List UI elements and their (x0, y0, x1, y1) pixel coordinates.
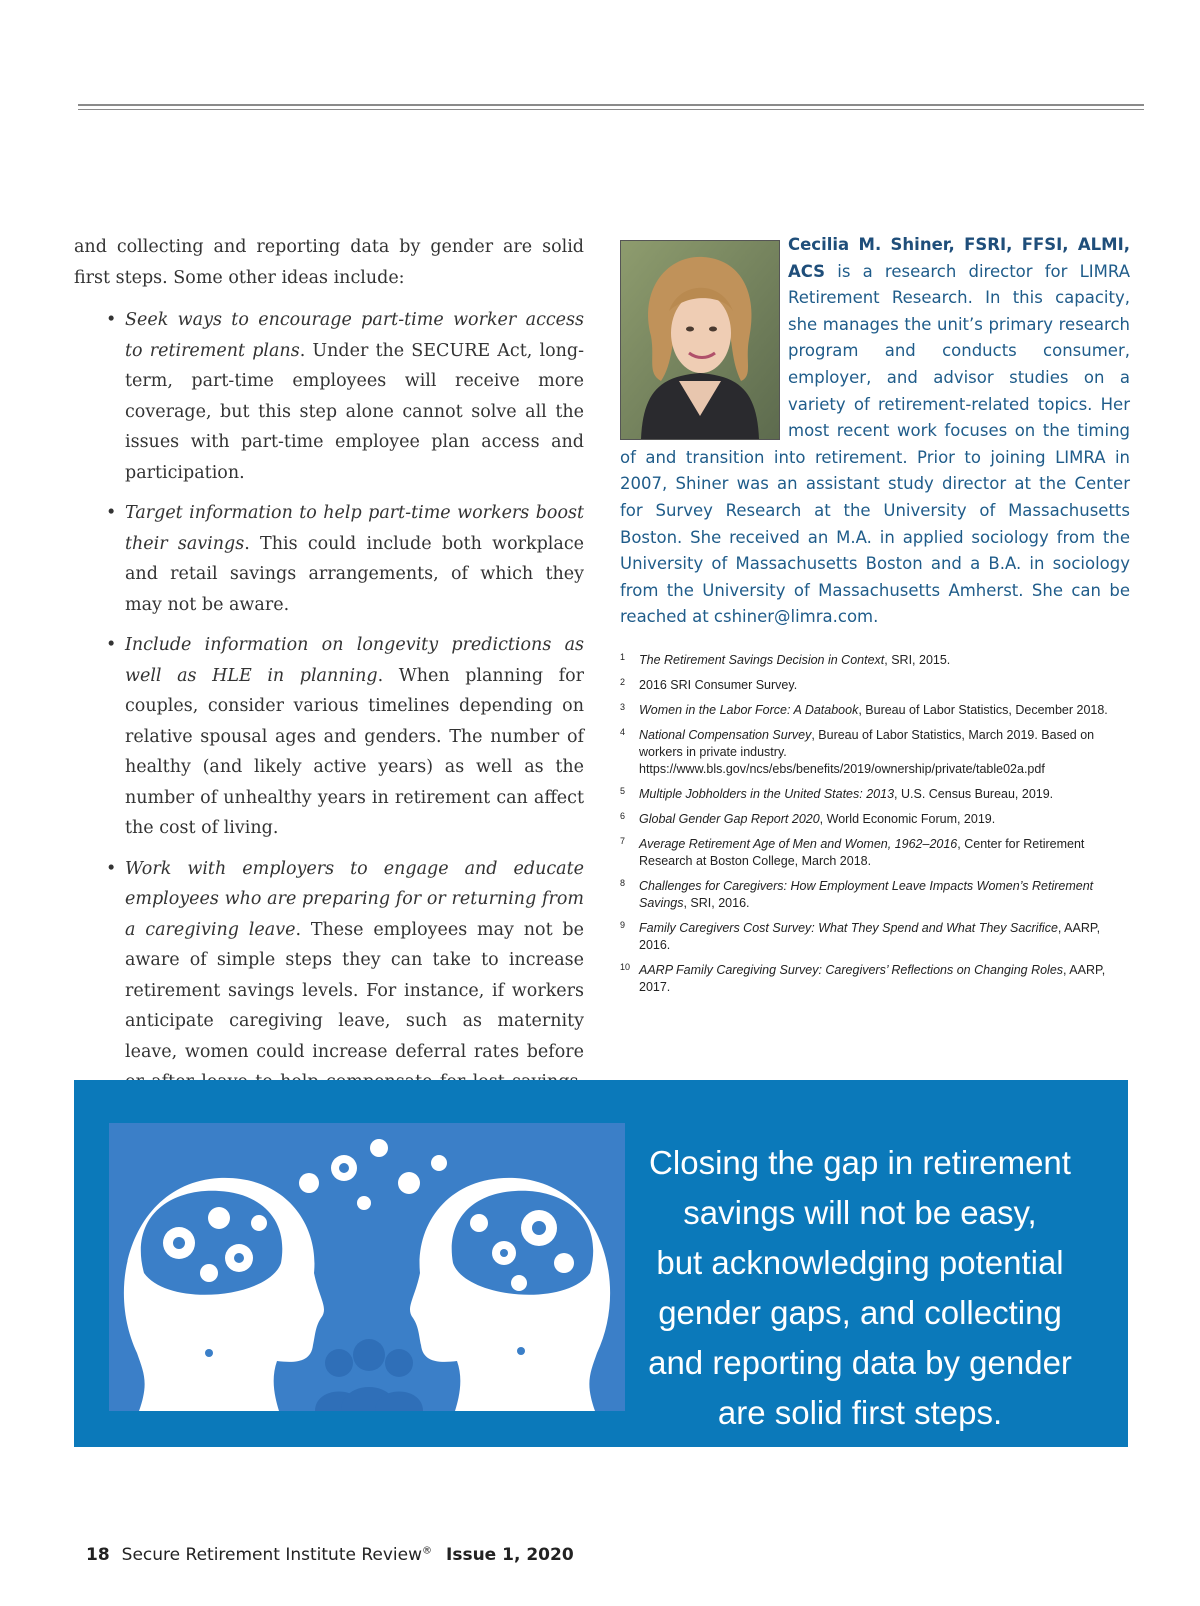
footnote (620, 836, 1130, 870)
footnote (620, 878, 1130, 912)
footnote-title: AARP Family Caregiving Survey: Caregivers’ Reflections on Changing Roles (639, 963, 1064, 977)
quote-line: gender gaps, and collecting (658, 1294, 1062, 1331)
footnote-title: The Retirement Savings Decision in Context (639, 653, 885, 667)
footnote-number: 9 (620, 920, 626, 930)
footnote (620, 811, 1130, 828)
photo-spacer (620, 232, 788, 444)
bullet-lead: Work with employers to engage and educate employees who are preparing for or returning from a caregiving leave (125, 858, 584, 940)
bullet-text: . These employees may not be aware of simple steps they can take to increase retirement savings levels. For instance, if workers anticipate caregiving leave, such as maternity leave, women could increase deferral rates before (125, 919, 584, 1062)
pull-quote-banner (74, 1080, 1128, 1447)
quote-line: and reporting data by gender (648, 1344, 1072, 1381)
footnote-number: 1 (620, 652, 626, 662)
pull-quote (620, 1138, 1100, 1438)
footnote-number: 6 (620, 811, 626, 821)
footnote-title: Multiple Jobholders in the United States: 2013 (639, 787, 895, 801)
footnote-number: 7 (620, 836, 626, 846)
publication-name: Secure Retirement Institute Review (121, 1545, 423, 1565)
footnote-text: , AARP, 2017. (639, 963, 1106, 994)
author-bio (620, 232, 1130, 631)
footnote (620, 677, 1130, 694)
header-rule-top (78, 104, 1144, 106)
footnote-title: Women in the Labor Force: A Databook (639, 703, 859, 717)
quote-line: are solid first steps. (717, 1394, 1003, 1431)
footnote (620, 962, 1130, 996)
registered-mark: ® (422, 1545, 433, 1557)
footnote (620, 702, 1130, 719)
footnote-number: 4 (620, 727, 626, 737)
footnote-number: 5 (620, 786, 626, 796)
issue-label: Issue 1, 2020 (446, 1545, 574, 1565)
author-name: Cecilia M. Shiner, FSRI, FFSI, ALMI, ACS (788, 235, 1130, 281)
footnote-text: 2016 SRI Consumer Survey. (639, 678, 798, 692)
footnote-number: 2 (620, 677, 626, 687)
footnote-text: , Bureau of Labor Statistics, March 2019. Based on workers in private industry. https://www.bls.gov/ncs/ebs/benefits/2019/ownership/private/table02a.pdf (639, 728, 1095, 776)
footnote-title: Global Gender Gap Report 2020 (639, 812, 820, 826)
footnote-text: , AARP, 2016. (639, 921, 1101, 952)
list-item (125, 630, 584, 844)
footnote (620, 727, 1130, 778)
footnote-text: , SRI, 2016. (683, 896, 750, 910)
footnote (620, 652, 1130, 669)
footnote-text: , Center for Retirement Research at Boston College, March 2018. (639, 837, 1085, 868)
bullet-lead: Seek ways to encourage part-time worker access to retirement plans (125, 310, 584, 361)
quote-line: Closing the gap in retirement (649, 1144, 1071, 1181)
list-item (125, 498, 584, 620)
footnote (620, 786, 1130, 803)
heads-gears-illustration (109, 1123, 625, 1411)
footnote-title: Family Caregivers Cost Survey: What They Spend and What They Sacrifice (639, 921, 1058, 935)
bullet-text: . This could include both workplace and retail savings arrangements, of which they may not be aware. (125, 533, 584, 615)
header-rule-bottom (78, 109, 1144, 110)
bio-text: is a research director for LIMRA Retirement Research. In this capacity, she manages the unit’s primary research program and conducts consumer, employer, and advisor studies on a variety of retirement-related topics. Her most recent work focuses on the timing of and transition into retirement. Prior to joining LIMRA in 2007, Shiner was an assistant study director at the Center for Survey Research at the University of Massachusetts Boston. She received an M.A. in applied sociology from the University of Massachusetts Boston and a B.A. in sociology from the University of Massachusetts Amherst. She can be reached at cshiner@limra.com. (620, 261, 1130, 627)
footnote-text: , Bureau of Labor Statistics, December 2018. (858, 703, 1108, 717)
page-footer (86, 1545, 574, 1565)
intro-paragraph: and collecting and reporting data by gender are solid first steps. Some other ideas include: (74, 237, 584, 288)
bullet-text: . Under the SECURE Act, long-term, part-time employees will receive more coverage, but this step alone cannot solve all the issues with part-time employee plan access and participation. (125, 340, 584, 483)
bullet-lead: Target information to help part-time workers boost their savings (125, 503, 584, 554)
footnote-number: 3 (620, 702, 626, 712)
ideas-list (74, 305, 584, 1128)
list-item (125, 305, 584, 488)
footnote-text: , U.S. Census Bureau, 2019. (894, 787, 1054, 801)
quote-line: savings will not be easy, (683, 1194, 1037, 1231)
quote-line: but acknowledging potential (656, 1244, 1064, 1281)
bullet-text: . When planning for couples, consider various timelines depending on relative spousal ages and genders. The number of healthy (and likely active years) as well as the number of unhealthy years in retirement can affect the cost of living. (125, 665, 584, 838)
footnote-text: , SRI, 2015. (884, 653, 951, 667)
footnote-number: 10 (620, 962, 631, 972)
footnote-text: , World Economic Forum, 2019. (819, 812, 996, 826)
footnote-title: National Compensation Survey (639, 728, 812, 742)
footnotes (620, 652, 1130, 1004)
page-number: 18 (86, 1545, 110, 1565)
main-text-column (74, 232, 584, 1138)
footnote-title: Average Retirement Age of Men and Women, 1962–2016 (639, 837, 958, 851)
bullet-lead: Include information on longevity predictions as well as HLE in planning (125, 635, 584, 686)
footnote-number: 8 (620, 878, 626, 888)
footnote (620, 920, 1130, 954)
footnote-title: Challenges for Caregivers: How Employment Leave Impacts Women’s Retirement Savings (639, 879, 1094, 910)
